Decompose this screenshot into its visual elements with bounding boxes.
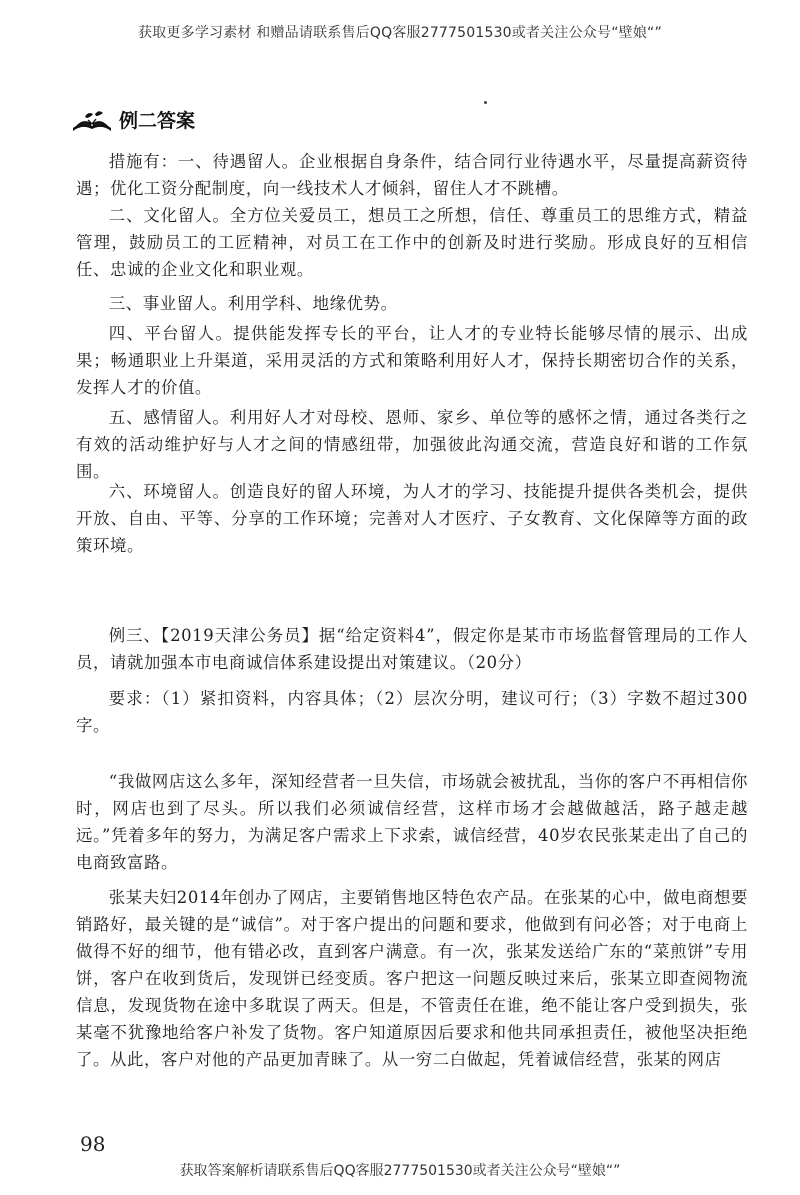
header-note: 获取更多学习素材 和赠品请联系售后QQ客服2777501530或者关注公众号“壁娘“” [138, 25, 662, 41]
example3-requirements: 要求：（1）紧扣资料，内容具体；（2）层次分明，建议可行；（3）字数不超过300字。 [76, 689, 748, 735]
material-paragraph: “我做网店这么多年，深知经营者一旦失信，市场就会被扰乱，当你的客户不再相信你时，网店也到了尽头。所以我们必须诚信经营，这样市场才会越做越活，路子越走越远。”凭着多年的努力，为满足客户需求上下求索，诚信经营，40岁农民张某走出了自己的电商致富路。 [76, 772, 748, 872]
stray-dot [484, 101, 487, 104]
example3-question: 例三、【2019天津公务员】据“给定资料4”，假定你是某市市场监督管理局的工作人员，请就加强本市电商诚信体系建设提出对策建议。（20分） [76, 626, 748, 672]
answer-paragraph: 五、感情留人。利用好人才对母校、恩师、家乡、单位等的感怀之情，通过各类行之有效的活动维护好与人才之间的情感纽带，加强彼此沟通交流，营造良好和谐的工作氛围。 [76, 408, 748, 481]
material-paragraph: 张某夫妇2014年创办了网店，主要销售地区特色农产品。在张某的心中，做电商想要销路好，最关键的是“诚信”。对于客户提出的问题和要求，他做到有问必答；对于电商上做得不好的细节，他有错必改，直到客户满意。有一次，张某发送给广东的“菜煎饼”专用饼，客户在收到货后，发现饼已经变质。客户把这一问题反映过来后，张某立即查阅物流信息，发现货物在途中多耽误了两天。但是，不管责任在谁，绝不能让客户受到损失，张某毫不犹豫地给客户补发了货物。客户知道原因后要求和他共同承担责任，被他坚决拒绝了。从此，客户对他的产品更加青睐了。从一穷二白做起，凭着诚信经营，张某的网店 [76, 888, 748, 1069]
answer-paragraph: 措施有：一、待遇留人。企业根据自身条件，结合同行业待遇水平，尽量提高薪资待遇；优化工资分配制度，向一线技术人才倾斜，留住人才不跳槽。 [76, 152, 748, 198]
section-heading [71, 106, 195, 133]
answer-paragraph: 三、事业留人。利用学科、地缘优势。 [108, 294, 398, 313]
page-number: 98 [80, 1132, 106, 1156]
footer-note: 获取答案解析请联系售后QQ客服2777501530或者关注公众号“壁娘“” [179, 1163, 621, 1179]
section-title: 例二答案 [119, 110, 196, 132]
answer-paragraph: 四、平台留人。提供能发挥专长的平台，让人才的专业特长能够尽情的展示、出成果；畅通职业上升渠道，采用灵活的方式和策略利用好人才，保持长期密切合作的关系，发挥人才的价值。 [76, 324, 748, 397]
book-icon [71, 108, 113, 132]
answer-paragraph: 二、文化留人。全方位关爱员工，想员工之所想，信任、尊重员工的思维方式，精益管理，鼓励员工的工匠精神，对员工在工作中的创新及时进行奖励。形成良好的互相信任、忠诚的企业文化和职业观。 [76, 206, 748, 279]
answer-paragraph: 六、环境留人。创造良好的留人环境，为人才的学习、技能提升提供各类机会，提供开放、自由、平等、分享的工作环境；完善对人才医疗、子女教育、文化保障等方面的政策环境。 [76, 482, 748, 555]
